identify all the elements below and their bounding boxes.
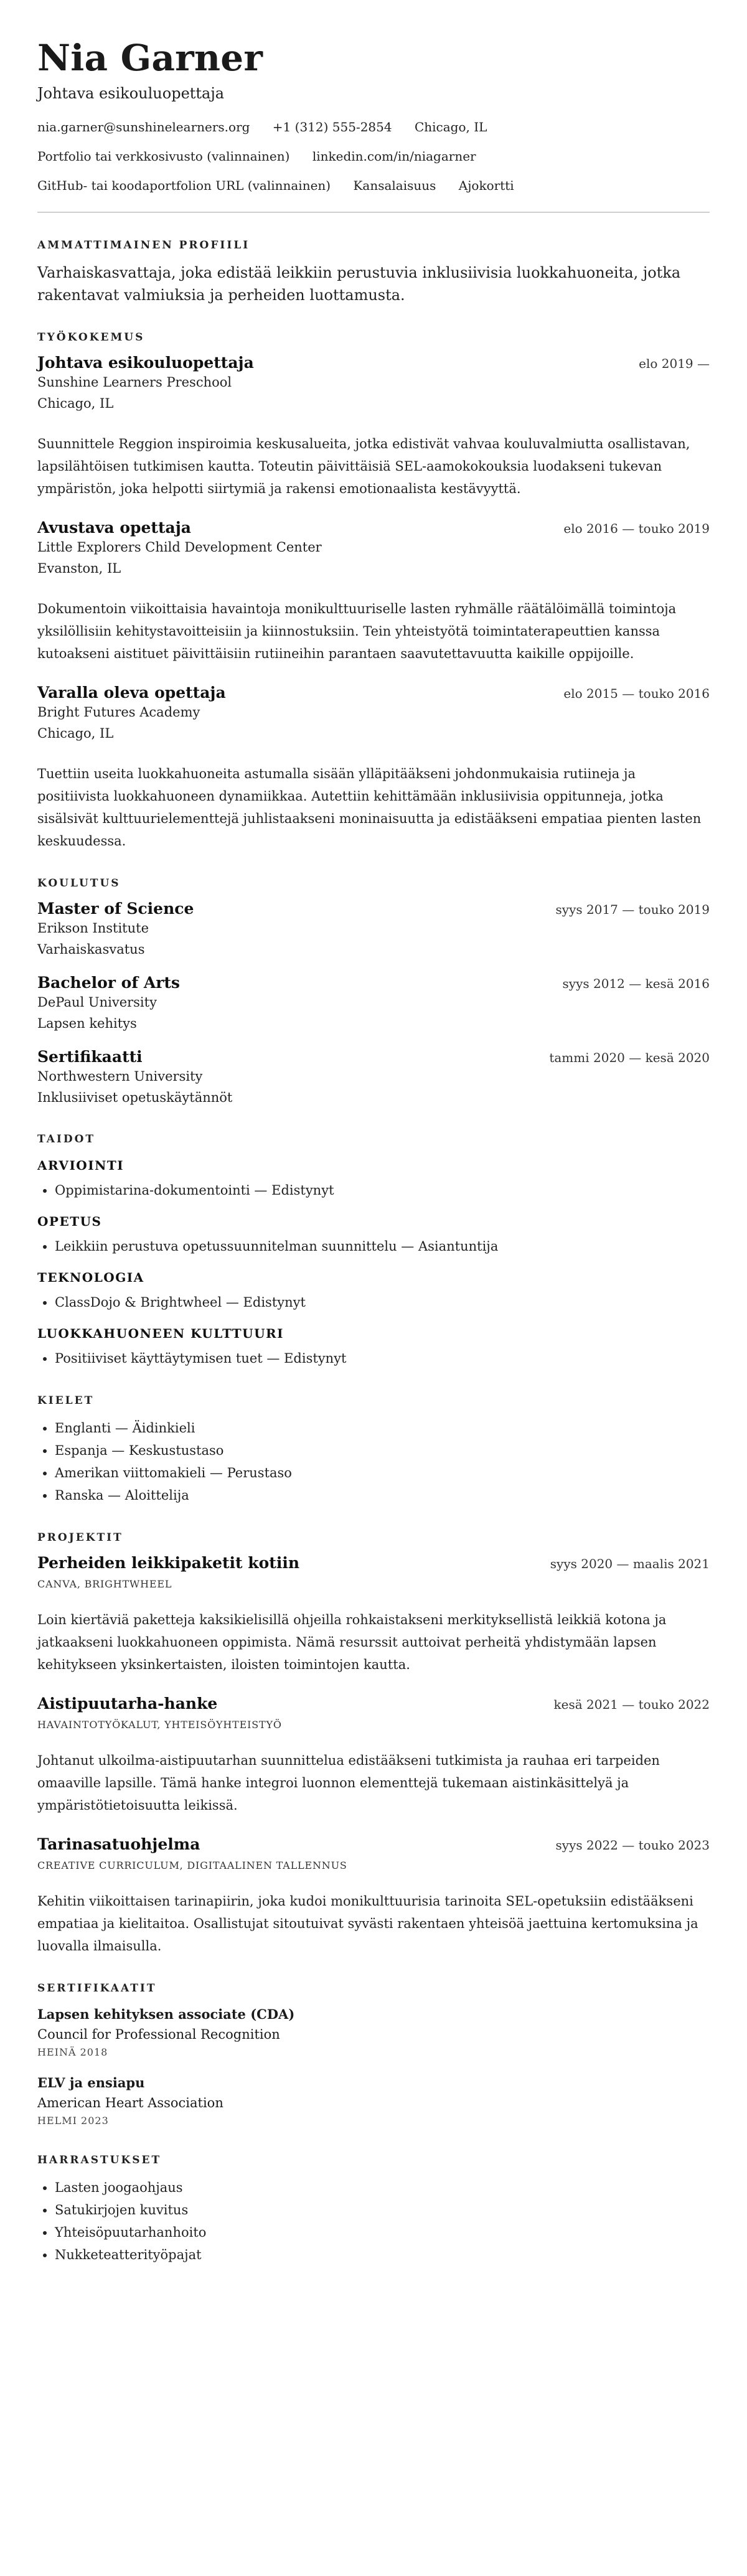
job-employer: Sunshine Learners Preschool — [37, 375, 232, 390]
hobby-item: • Lasten joogaohjaus — [55, 2176, 710, 2199]
experience-section — [37, 331, 710, 852]
candidate-title: Johtava esikouluopettaja — [37, 85, 225, 102]
skill-item: • Leikkiin perustuva opetussuunnitelman suunnittelu — Asiantuntija — [55, 1235, 710, 1257]
job-employer: Bright Futures Academy — [37, 705, 200, 720]
field-of-study: Inklusiiviset opetuskäytännöt — [37, 1090, 233, 1105]
skills-heading: TAIDOT — [37, 1133, 96, 1145]
project-date: syys 2022 — touko 2023 — [555, 1838, 710, 1853]
contact-row-2 — [37, 148, 710, 165]
job-description: Dokumentoin viikoittaisia havaintoja monikulttuuriselle lasten ryhmälle räätälöimällä toimintoja yksilöllisiin kehitystavoitteisiin ja kiinnostuksiin. Tein yhteistyötä toimintaterapeuttien kanssa kutoakseni aistituet päivittäisiin rutiineihin parantaen saavutettavuutta kaikille oppijoille. — [37, 601, 677, 661]
portfolio-link[interactable]: Portfolio tai verkkosivusto (valinnainen) — [37, 149, 290, 164]
contact-row-1 — [37, 118, 710, 136]
skill-list — [37, 1291, 710, 1314]
job-location: Chicago, IL — [37, 726, 114, 741]
hobbies-section — [37, 2154, 710, 2266]
linkedin-link[interactable]: linkedin.com/in/niagarner — [312, 149, 476, 164]
resume-header — [37, 36, 710, 194]
project-date: syys 2020 — maalis 2021 — [550, 1556, 710, 1571]
field-of-study: Lapsen kehitys — [37, 1016, 137, 1031]
job-description: Tuettiin useita luokkahuoneita astumalla sisään ylläpitääkseni johdonmukaisia rutiineja ja positiivista luokkahuoneen dynamiikkaa. Autettiin kehittämään inklusiivisia oppitunneja, jotka sisälsivät kulttuurielementtejä juhlistaakseni moninaisuutta ja edistääkseni empatiaa pienten lasten keskuudessa. — [37, 766, 702, 848]
job-description: Suunnittele Reggion inspiroimia keskusalueita, jotka edistivät vahvaa kouluvalmiutta osallistavan, lapsilähtöisen tutkimisen kautta. Toteutin päivittäisiä SEL-aamokokouksia luodakseni tukevan ympäristön, joka helpotti siirtymiä ja rakensi emotionaalista kestävyyttä. — [37, 436, 690, 496]
school-name: DePaul University — [37, 995, 157, 1010]
projects-section — [37, 1531, 710, 1957]
job-location: Chicago, IL — [37, 396, 114, 411]
degree-date: syys 2012 — kesä 2016 — [562, 976, 710, 991]
skill-group-title: ARVIOINTI — [37, 1158, 125, 1173]
languages-heading: KIELET — [37, 1394, 95, 1407]
email-link[interactable]: nia.garner@sunshinelearners.org — [37, 120, 250, 134]
job-employer: Little Explorers Child Development Center — [37, 540, 322, 555]
job-title: Varalla oleva opettaja — [37, 684, 226, 702]
education-entry — [37, 900, 710, 960]
candidate-name: Nia Garner — [37, 37, 263, 79]
skill-group-title: TEKNOLOGIA — [37, 1270, 144, 1285]
certification-issuer: American Heart Association — [37, 2095, 223, 2110]
education-heading: KOULUTUS — [37, 877, 121, 890]
school-name: Erikson Institute — [37, 921, 149, 936]
certification-entry — [37, 2073, 710, 2129]
experience-entry — [37, 684, 710, 852]
location-text: Chicago, IL — [414, 120, 487, 134]
project-entry — [37, 1695, 710, 1817]
certification-date: HEINÄ 2018 — [37, 2046, 108, 2058]
certification-date: HELMI 2023 — [37, 2115, 109, 2127]
language-list — [37, 1417, 710, 1507]
certification-entry — [37, 2005, 710, 2061]
education-entry — [37, 974, 710, 1034]
project-tags: HAVAINTOTYÖKALUT, YHTEISÖYHTEISTYÖ — [37, 1719, 282, 1731]
language-item: • Amerikan viittomakieli — Perustaso — [55, 1462, 710, 1484]
hobbies-heading: HARRASTUKSET — [37, 2154, 162, 2166]
job-location: Evanston, IL — [37, 561, 121, 576]
job-date: elo 2016 — touko 2019 — [563, 521, 710, 536]
citizenship-text: Kansalaisuus — [353, 178, 436, 193]
skill-list — [37, 1347, 710, 1370]
contact-row-3 — [37, 177, 710, 194]
skill-item: • Positiiviset käyttäytymisen tuet — Edistynyt — [55, 1347, 710, 1370]
skill-list — [37, 1179, 710, 1201]
hobby-item: • Nukketeatterityöpajat — [55, 2244, 710, 2266]
hobby-item: • Yhteisöpuutarhanhoito — [55, 2221, 710, 2244]
certification-issuer: Council for Professional Recognition — [37, 2027, 280, 2042]
job-date: elo 2015 — touko 2016 — [563, 686, 710, 701]
hobby-item: • Satukirjojen kuvitus — [55, 2199, 710, 2221]
job-title: Johtava esikouluopettaja — [37, 354, 254, 372]
education-section — [37, 877, 710, 1108]
degree-date: syys 2017 — touko 2019 — [555, 902, 710, 917]
languages-section — [37, 1394, 710, 1507]
experience-heading: TYÖKOKEMUS — [37, 331, 145, 344]
drivers-license-text: Ajokortti — [458, 178, 514, 193]
profile-section — [37, 239, 710, 306]
header-divider — [37, 212, 710, 213]
experience-entry — [37, 354, 710, 500]
field-of-study: Varhaiskasvatus — [37, 942, 145, 957]
project-entry — [37, 1554, 710, 1676]
projects-heading: PROJEKTIT — [37, 1531, 123, 1544]
job-date: elo 2019 — — [639, 356, 710, 371]
skills-section — [37, 1133, 710, 1370]
experience-entry — [37, 519, 710, 665]
project-tags: CREATIVE CURRICULUM, DIGITAALINEN TALLENNUS — [37, 1859, 347, 1871]
project-description: Johtanut ulkoilma-aistipuutarhan suunnittelua edistääkseni tutkimista ja rauhaa eri tarpeiden omaaville lapsille. Tämä hanke integroi luonnon elementtejä tukemaan aistinkäsittelyä ja ympäristötietoisuutta leikissä. — [37, 1753, 660, 1813]
hobby-list — [37, 2176, 710, 2266]
skill-group-title: OPETUS — [37, 1214, 102, 1229]
language-item: • Ranska — Aloittelija — [55, 1484, 710, 1507]
project-title: Perheiden leikkipaketit kotiin — [37, 1554, 300, 1572]
school-name: Northwestern University — [37, 1069, 203, 1084]
degree-title: Bachelor of Arts — [37, 974, 181, 992]
certifications-heading: SERTIFIKAATIT — [37, 1982, 157, 1995]
skill-group-title: LUOKKAHUONEEN KULTTUURI — [37, 1326, 284, 1341]
job-title: Avustava opettaja — [37, 519, 191, 537]
project-tags: CANVA, BRIGHTWHEEL — [37, 1578, 172, 1590]
project-description: Loin kiertäviä paketteja kaksikielisillä ohjeilla rohkaistakseni merkityksellistä leikkiä kotona ja jatkaakseni luokkahuoneen oppimista. Nämä resurssit auttoivat perheitä yhdistymään lapsen kehitykseen yksinkertaisten, iloisten toimintojen kautta. — [37, 1612, 667, 1672]
phone-text: +1 (312) 555-2854 — [272, 120, 392, 134]
language-item: • Englanti — Äidinkieli — [55, 1417, 710, 1439]
project-description: Kehitin viikoittaisen tarinapiirin, joka kudoi monikulttuurisia tarinoita SEL-opetuksiin edistääkseni empatiaa ja kielitaitoa. Osallistujat sitoutuivat syvästi rakentaen yhteisöä jaettuina kertomuksina ja luovalla ilmaisulla. — [37, 1894, 698, 1953]
github-link[interactable]: GitHub- tai koodaportfolion URL (valinnainen) — [37, 178, 331, 193]
certification-name: ELV ja ensiapu — [37, 2075, 145, 2090]
project-title: Aistipuutarha-hanke — [37, 1695, 218, 1713]
profile-heading: AMMATTIMAINEN PROFIILI — [37, 239, 250, 251]
language-item: • Espanja — Keskustustaso — [55, 1439, 710, 1462]
project-title: Tarinasatuohjelma — [37, 1835, 200, 1853]
resume-page — [37, 0, 710, 2316]
project-date: kesä 2021 — touko 2022 — [553, 1697, 710, 1712]
certifications-section — [37, 1982, 710, 2129]
education-entry — [37, 1048, 710, 1108]
skill-list — [37, 1235, 710, 1257]
degree-title: Master of Science — [37, 900, 194, 918]
profile-text: Varhaiskasvattaja, joka edistää leikkiin perustuvia inklusiivisia luokkahuoneita, jotka rakentavat valmiuksia ja perheiden luottamusta. — [37, 264, 681, 304]
skill-item: • ClassDojo & Brightwheel — Edistynyt — [55, 1291, 710, 1314]
project-entry — [37, 1835, 710, 1957]
degree-date: tammi 2020 — kesä 2020 — [549, 1050, 710, 1065]
certification-name: Lapsen kehityksen associate (CDA) — [37, 2006, 295, 2022]
skill-item: • Oppimistarina-dokumentointi — Edistynyt — [55, 1179, 710, 1201]
degree-title: Sertifikaatti — [37, 1048, 143, 1066]
